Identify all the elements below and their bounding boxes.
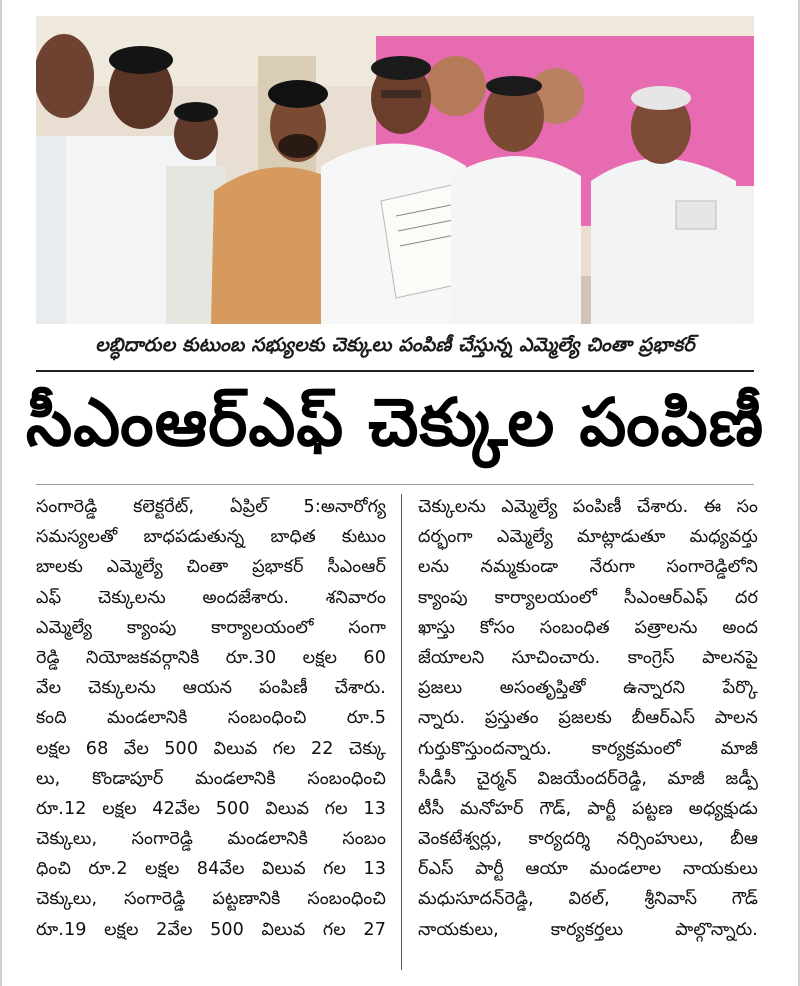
article-line: చెక్కులను ఎమ్మెల్యే పంపిణీ చేశారు. ఈ సం [418,497,758,517]
article-line: క్యాంపు కార్యాలయంలో సీఎంఆర్ఎఫ్ దర [418,587,758,608]
article-line: ఎమ్మెల్యే క్యాంపు కార్యాలయంలో సంగా [36,617,386,638]
photo-caption: లబ్ధిదారుల కుటుంబ సభ్యులకు చెక్కులు పంపిణీ చేస్తున్న ఎమ్మెల్యే చింతా ప్రభాకర్ [95,333,695,356]
article-line: ప్రజలు అసంతృప్తితో ఉన్నారని పేర్కొ [418,678,758,699]
article-line: టీసీ మనోహర్ గౌడ్, పార్టీ పట్టణ అధ్యక్షుడు [418,798,758,819]
article-line: రూ.19 లక్షల 2వేల 500 విలువ గల 27 [36,919,386,940]
headline-divider [36,484,754,485]
article-line: చెక్కులు, సంగారెడ్డి మండలానికి సంబం [36,829,386,850]
article-line: చెక్కులు, సంగారెడ్డి పట్టణానికి సంబంధించి [36,889,386,910]
headline: సీఎంఆర్‌ఎఫ్ చెక్కుల పంపిణీ [25,383,765,461]
article-column-1 [36,492,386,972]
article-line: వెంకటేశ్వర్లు, కార్యదర్శి నర్సింహులు, బీఆ [418,829,758,850]
article-column-2 [418,492,758,972]
article-line: ఎఫ్ చెక్కులను అందజేశారు. శనివారం [36,587,386,608]
article-line: లను నమ్మకుండా నేరుగా సంగారెడ్డిలోని [418,557,758,578]
article-line: ధించి రూ.2 లక్షల 84వేల విలువ గల 13 [36,859,386,880]
photo-icon [36,16,754,324]
article-line: మధుసూదన్‌రెడ్డి, విఠల్, శ్రీనివాస్ గౌడ్ [418,889,758,910]
article-line: జేయాలని సూచించారు. కాంగ్రెస్ పాలనపై [418,647,758,668]
article-line: వేల చెక్కులను ఆయన పంపిణీ చేశారు. [36,678,386,699]
article-line: దర్భంగా ఎమ్మెల్యే మాట్లాడుతూ మధ్యవర్తు [418,527,758,548]
article-line: నాయకులు, కార్యకర్తలు పాల్గొన్నారు. [418,919,758,940]
article-line: సీడీసీ చైర్మన్ విజయేందర్‌రెడ్డి, మాజీ జడ్పీ [418,768,758,789]
article-line: రెడ్డి నియోజకవర్గానికి రూ.30 లక్షల 60 [36,647,386,668]
article-line: రూ.12 లక్షల 42వేల 500 విలువ గల 13 [36,798,386,819]
news-photo [36,16,754,324]
article-line: సమస్యలతో బాధపడుతున్న బాధిత కుటుం [36,527,386,548]
article-line: బాలకు ఎమ్మెల్యే చింతా ప్రభాకర్ సీఎంఆర్ [36,557,386,578]
caption-divider [36,370,754,372]
article-line: కంది మండలానికి సంబంధించి రూ.5 [36,708,386,729]
article-line: సంగారెడ్డి కలెక్టరేట్, ఏప్రిల్ 5:అనారోగ్య [36,497,386,517]
article-line: న్నారు. ప్రస్తుతం ప్రజలకు బీఆర్ఎస్ పాలన [418,708,758,729]
article-line: ర్ఎస్ పార్టీ ఆయా మండలాల నాయకులు [418,859,758,880]
article-line: లక్షల 68 వేల 500 విలువ గల 22 చెక్కు [36,738,386,759]
article-line: గుర్తుకొస్తుందన్నారు. కార్యక్రమంలో మాజీ [418,738,758,759]
article-line: ఖాస్తు కోసం సంబంధిత పత్రాలను అంద [418,617,758,638]
article-line: లు, కొండాపూర్ మండలానికి సంబంధించి [36,768,386,789]
column-divider [401,494,402,970]
